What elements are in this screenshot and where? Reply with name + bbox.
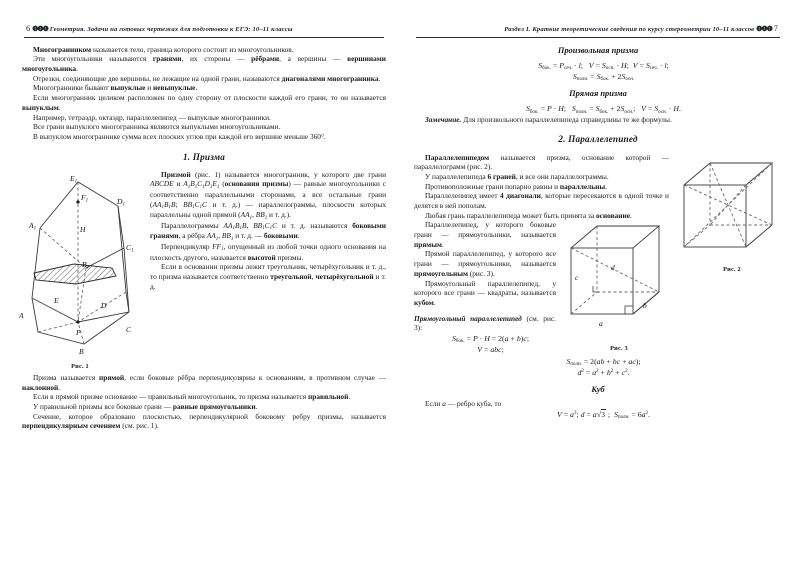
note-text: Для произвольного параллелепипеда справедливы те же формулы. [463, 114, 672, 124]
label-B: B [79, 346, 84, 356]
paragraph-straight-oblique: Призма называется прямой, если боковые рёбра перпендикулярны к основаниям, в противном случае — наклонной. [22, 373, 386, 392]
heading-arbitrary-prism: Произвольная призма [557, 45, 639, 55]
figure-2 [676, 153, 788, 274]
paragraph-rect-parallelepiped: Прямой параллелепипед, у которого все грани — прямоугольники, называется прямоугольным (рис. 3). [414, 249, 556, 278]
paragraph-examples: Например, тетраэдр, октаэдр, параллелепипед — выпуклые многогранники. [33, 112, 271, 122]
formula-arbitrary-line1: $S_{бок.} = P_{сеч.} \cdot l$; $V = S_{осн.} \cdot H$; $V = S_{сеч.} \cdot l$; [538, 60, 669, 72]
ornament-dots-right: ❶❶❶ [756, 25, 772, 33]
label-H: H [80, 224, 86, 234]
formula-rect-f3: $S_{полн.} = 2(ab$ + bc + ac); [566, 356, 641, 367]
label-C1: $C_1$ [126, 242, 134, 254]
label-F1: $F_1$ [81, 192, 89, 204]
paragraph-faces-edges: Эти многоугольники называются гранями, их стороны — рёбрами, а вершины — вершинами многоугольника. [22, 54, 386, 74]
right-column-body [414, 45, 782, 421]
heading-straight-prism: Прямая призма [569, 89, 627, 99]
formula-straight-line: $S_{бок.} = P \cdot H$; $S_{полн.} = S_{бок.} + 2S_{осн.}$; $V = S_{осн.} \cdot H$. [526, 104, 681, 115]
note-label: Замечание. [425, 114, 462, 124]
section-title-prism: 1. Призма [182, 151, 226, 162]
label-A1: $A_1$ [29, 220, 37, 232]
paragraph-regular-faces: У правильной призмы все боковые грани — равные прямоугольники. [33, 402, 258, 412]
paragraph-cube-def: Прямоугольный параллелепипед, у которого все грани — квадраты, называется кубом. [414, 278, 556, 307]
formula-rect-f1: $S_{бок.} = P \cdot H = 2(a + b)c$; [452, 333, 529, 345]
paragraph-four-diagonals: Параллелепипед имеет 4 диагонали, которые пересекаются в одной точке и делятся в ней пополам. [414, 191, 669, 211]
ornament-dots-left: ❶❶❶ [32, 25, 48, 33]
figure-1-caption: Рис. 1 [71, 362, 89, 370]
formula-rect-f4: $d^2 = a^2 + b^2 + c^2$. [577, 367, 630, 377]
paragraph-convex-def: Если многогранник целиком расположен по одну сторону от плоскости каждой его грани, то он называется выпуклым. [22, 93, 386, 112]
page-number-right: 7 [773, 24, 778, 33]
paragraph-six-faces: У параллелепипеда 6 граней, и все они параллелограммы. [425, 171, 609, 181]
paragraph-perp-section: Сечение, которое образовано плоскостью, перпендикулярной боковому ребру призмы, называется перпендикулярным сечением (см. рис. 1). [22, 411, 386, 431]
label-B1: $B_1$ [82, 259, 90, 271]
formula-rect-f2: V = abc; [477, 345, 504, 355]
right-page [400, 0, 800, 572]
label-d: d [611, 263, 615, 273]
header-rule-left [24, 37, 384, 38]
running-head-left [22, 24, 386, 34]
paragraph-any-face-base: Любая грань параллелепипеда может быть принята за основание. [425, 210, 632, 220]
paragraph-height: Перпендикуляр $FF_1$, опущенный из любой точки одного основания на плоскость другого, называется высотой призмы. [150, 242, 387, 262]
paragraph-straight-parallelepiped: Параллелепипед, у которого боковые грани — прямоугольники, называется прямым. [414, 220, 556, 249]
cross-section-hatch [34, 264, 116, 284]
paragraph-convex-types: Многогранники бывают выпуклые и невыпуклые. [33, 83, 198, 93]
running-head-right [414, 24, 782, 34]
rect-box-heading-rest: (см. рис. 3): [414, 313, 556, 333]
label-A: A [19, 310, 24, 320]
running-head-rest-left: Задачи на готовых чертежах для подготовки к ЕГЭ: 10–11 классы [87, 26, 293, 33]
left-column-body [19, 44, 387, 431]
rect-box-heading: Прямоугольный параллелепипед [414, 313, 522, 323]
paragraph-angle-sum: В выпуклом многограннике сумма всех плоских углов при каждой его вершине меньше 360°. [33, 131, 326, 141]
figure-1-drawing [16, 172, 144, 362]
figure-3 [563, 220, 675, 353]
paragraph-base-kind: Если в основании призмы лежит треугольник, четырёхугольник и т. д., то призма называется соответственно треугольной, четырёхугольной и т. д. [150, 262, 386, 291]
paragraph-convex-faces: Все грани выпуклого многогранника являются выпуклыми многоугольниками. [33, 122, 281, 132]
label-c: c [575, 273, 579, 283]
section-title-parallelepiped: 2. Параллелепипед [558, 134, 638, 145]
label-E: E [54, 295, 59, 305]
running-head-title-left: Геометрия. [49, 26, 86, 33]
figure-3-caption: Рис. 3 [610, 345, 628, 353]
label-b: b [643, 301, 647, 311]
paragraph-lateral-faces: Параллелограммы $AA_1B_1B$, $BB_1C_1C$ и т. д. называются боковыми гранями, а рёбра $AA_1$, $BB_1$ и т. д. — боковыми. [150, 220, 387, 242]
paragraph-regular: Если в прямой призме основание — правильный многоугольник, то призма называется правильной. [33, 392, 351, 402]
page-number-left: 6 [26, 24, 31, 33]
label-a: a [599, 319, 603, 329]
label-C: C [126, 324, 132, 334]
paragraph-note [414, 115, 782, 125]
paragraph-prism-def: Призмой (рис. 1) называется многогранник, у которого две грани ABCDE и $A_1B_1C_1D_1E_1$ (основания призмы) — равные многоугольники с соответственно параллельными сторонами, а все остальные грани ($AA_1B_1B$; $BB_1C_1C$ и т. д.) — параллелограммы, плоскости которых параллельны одной прямой ($AA_1$, $BB_1$ и т. д.). [150, 169, 386, 221]
figure-3-drawing [563, 220, 675, 344]
running-head-rest-right: Краткие теоретические сведения по курсу стереометрии 10–11 классов [532, 26, 755, 33]
figure-2-drawing [676, 153, 788, 265]
paragraph-opposite-faces: Противоположные грани попарно равны и параллельны. [425, 181, 607, 191]
label-D1: $D_1$ [117, 196, 125, 208]
label-D: D [101, 300, 107, 310]
heading-cube: Куб [591, 385, 605, 395]
paragraph-cube-lead: Если a — ребро куба, то [425, 399, 502, 409]
running-head-title-right: Раздел I. [504, 26, 531, 33]
label-E1: $E_1$ [70, 173, 78, 185]
formula-cube: $V = a^3$; d = a√3 ; $S_{полн.} = 6a^2$. [556, 409, 650, 421]
header-rule-right [416, 37, 780, 38]
label-P: P [76, 327, 81, 337]
paragraph-diagonals: Отрезки, соединяющие две вершины, не лежащие на одной грани, называются диагоналями многогранника. [33, 73, 381, 83]
figure-2-caption: Рис. 2 [723, 265, 741, 273]
formula-arbitrary-line2: $S_{полн.} = S_{бок.} + 2S_{осн.}$ [572, 72, 635, 83]
paragraph-parallelepiped-def: Параллелепипедом называется призма, основание которой — параллелограмм (рис. 2). [414, 152, 669, 172]
figure-1 [16, 172, 144, 371]
paragraph-polyhedron-def: Многогранником называется тело, граница которого состоит из многоугольников. [33, 44, 294, 54]
